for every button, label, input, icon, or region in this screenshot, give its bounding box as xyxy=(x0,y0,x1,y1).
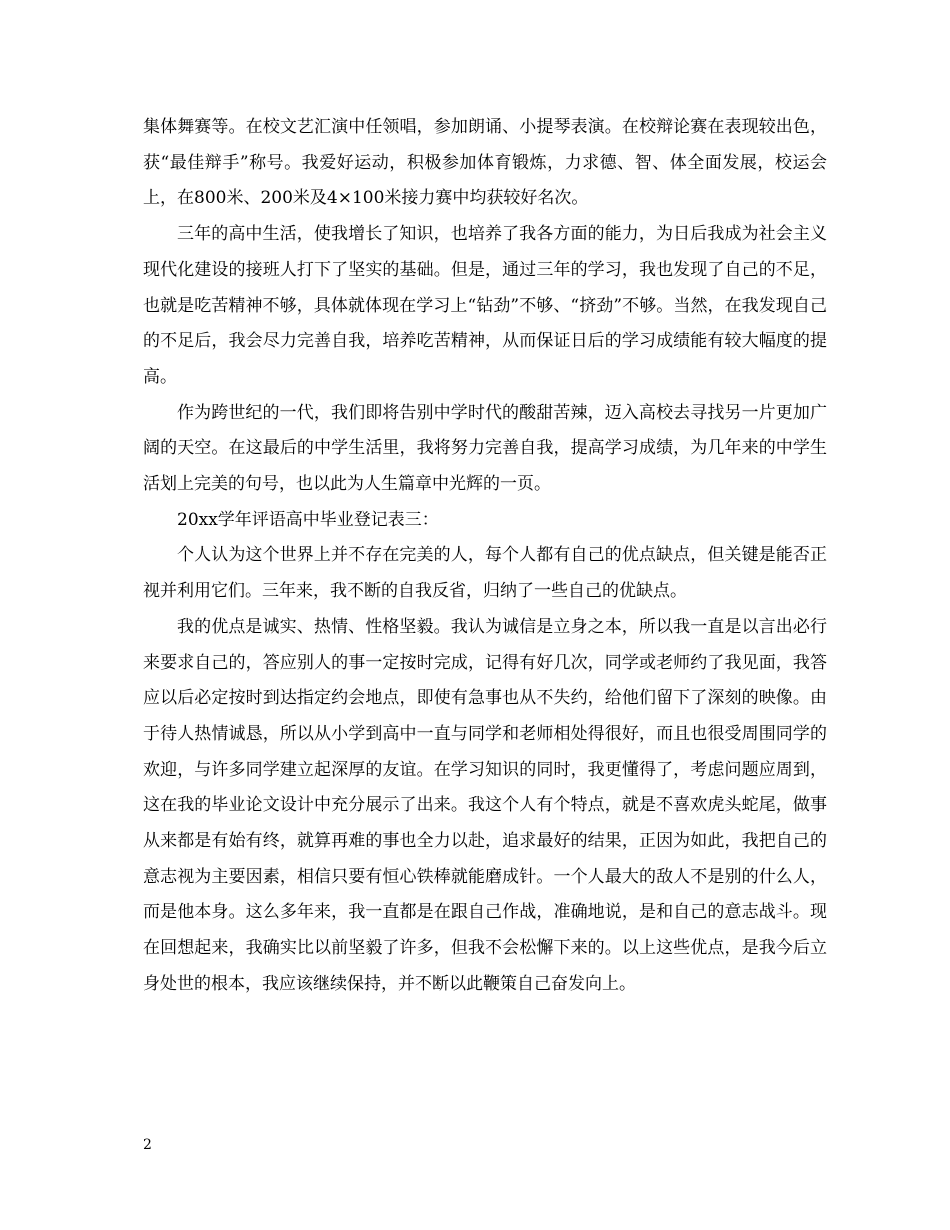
paragraph-continuation: 集体舞赛等。在校文艺汇演中任领唱，参加朗诵、小提琴表演。在校辩论赛在表现较出色，获“最佳辩手”称号。我爱好运动，积极参加体育锻炼，力求德、智、体全面发展，校运会上，在800米、200米及4×100米接力赛中均获较好名次。 xyxy=(143,117,827,209)
paragraph-farewell: 作为跨世纪的一代，我们即将告别中学时代的酸甜苦辣，迈入高校去寻找另一片更加广阔的天空。在这最后的中学生活里，我将努力完善自我，提高学习成绩，为几年来的中学生活划上完美的句号，也以此为人生篇章中光辉的一页。 xyxy=(143,402,827,495)
paragraph-strengths: 我的优点是诚实、热情、性格坚毅。我认为诚信是立身之本，所以我一直是以言出必行来要求自己的，答应别人的事一定按时完成，记得有好几次，同学或老师约了我见面，我答应以后必定按时到达指定约会地点，即使有急事也从不失约，给他们留下了深刻的映像。由于待人热情诚恳，所以从小学到高中一直与同学和老师相处得很好，而且也很受周围同学的欢迎，与许多同学建立起深厚的友谊。在学习知识的同时，我更懂得了，考虑问题应周到，这在我的毕业论文设计中充分展示了出来。我这个人有个特点，就是不喜欢虎头蛇尾，做事从来都是有始有终，就算再难的事也全力以赴，追求最好的结果，正因为如此，我把自己的意志视为主要因素，相信只要有恒心铁棒就能磨成针。一个人最大的敌人不是别的什么人，而是他本身。这么多年来，我一直都是在跟自己作战，准确地说，是和自己的意志战斗。现在回想起来，我确实比以前坚毅了许多，但我不会松懈下来的。以上这些优点，是我今后立身处世的根本，我应该继续保持，并不断以此鞭策自己奋发向上。 xyxy=(143,616,827,994)
section-heading-form-three: 20xx学年评语高中毕业登记表三： xyxy=(177,509,439,530)
paragraph-high-school-life: 三年的高中生活，使我增长了知识，也培养了我各方面的能力，为日后我成为社会主义现代化建设的接班人打下了坚实的基础。但是，通过三年的学习，我也发现了自己的不足，也就是吃苦精神不够，具体就体现在学习上“钻劲”不够、“挤劲”不够。当然，在我发现自己的不足后，我会尽力完善自我，培养吃苦精神，从而保证日后的学习成绩能有较大幅度的提高。 xyxy=(143,224,827,387)
document-body xyxy=(143,110,827,1003)
paragraph-self-reflection: 个人认为这个世界上并不存在完美的人，每个人都有自己的优点缺点，但关键是能否正视并利用它们。三年来，我不断的自我反省，归纳了一些自己的优缺点。 xyxy=(143,545,827,602)
page-number: 2 xyxy=(143,1137,152,1153)
